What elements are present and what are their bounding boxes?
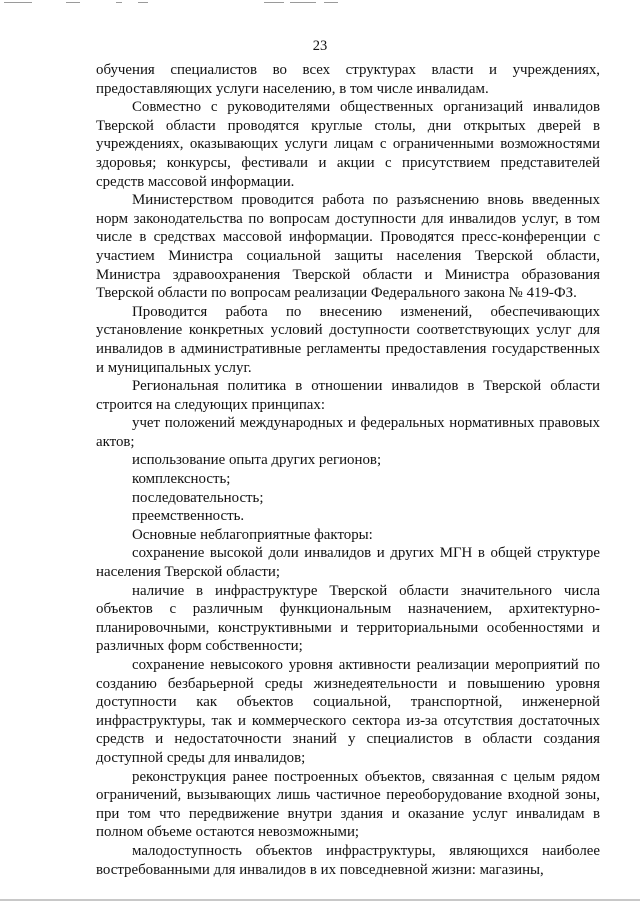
scan-bottom-edge: [0, 899, 640, 901]
paragraph: сохранение невысокого уровня активности реализации мероприятий по созданию безбарьерной среды жизнедеятельности и повышению уровня доступности как объектов социальной, транспортной, инженерной инфраструктуры, так и коммерческого сектора из-за отсутствия достаточных средств и недостаточности знаний у специалистов в области создания доступной среды для инвалидов;: [96, 657, 600, 766]
paragraph: последовательность;: [132, 489, 264, 506]
paragraph: учет положений международных и федеральных нормативных правовых актов;: [96, 415, 600, 450]
document-body: [96, 61, 600, 879]
scan-top-edge: [0, 0, 640, 6]
paragraph: наличие в инфраструктуре Тверской области значительного числа объектов с различным функциональным назначением, архитектурно-планировочными, конструктивными и территориальными особенностями и различных форм собственности;: [96, 582, 600, 655]
paragraph: использование опыта других регионов;: [132, 452, 382, 469]
paragraph: Совместно с руководителями общественных организаций инвалидов Тверской области проводятся круглые столы, дни открытых дверей в учреждениях, оказывающих услуги лицам с ограниченными возможностями здоровья; конкурсы, фестивали и акции с присутствием представителей средств массовой информации.: [96, 99, 600, 190]
paragraph: комплексность;: [132, 471, 231, 488]
paragraph: Проводится работа по внесению изменений, обеспечивающих установление конкретных условий доступности соответствующих услуг для инвалидов в административные регламенты предоставления государственных и муниципальных услуг.: [96, 303, 600, 376]
paragraph: Основные неблагоприятные факторы:: [132, 526, 373, 543]
paragraph: реконструкция ранее построенных объектов, связанная с целым рядом ограничений, вызывающих лишь частичное переоборудование входной зоны, при том что передвижение внутри здания и оказание услуг инвалидам в полном объеме остаются невозможными;: [96, 768, 600, 841]
paragraph: Министерством проводится работа по разъяснению вновь введенных норм законодательства по вопросам доступности для инвалидов услуг, в том числе в средствах массовой информации. Проводятся пресс-конференции с участием Министра социальной защиты населения Тверской области, Министра здравоохранения Тверской области и Министра образования Тверской области по вопросам реализации Федерального закона № 419-ФЗ.: [96, 192, 600, 302]
paragraph: Региональная политика в отношении инвалидов в Тверской области строится на следующих принципах:: [96, 378, 600, 413]
paragraph: малодоступность объектов инфраструктуры, являющихся наиболее востребованными для инвалидов в их повседневной жизни: магазины,: [96, 842, 600, 878]
paragraph: преемственность.: [132, 508, 245, 525]
paragraph: сохранение высокой доли инвалидов и других МГН в общей структуре населения Тверской области;: [96, 545, 600, 581]
page-number: 23: [312, 38, 328, 54]
paragraph: обучения специалистов во всех структурах власти и учреждениях, предоставляющих услуги населению, в том числе инвалидам.: [96, 62, 600, 97]
